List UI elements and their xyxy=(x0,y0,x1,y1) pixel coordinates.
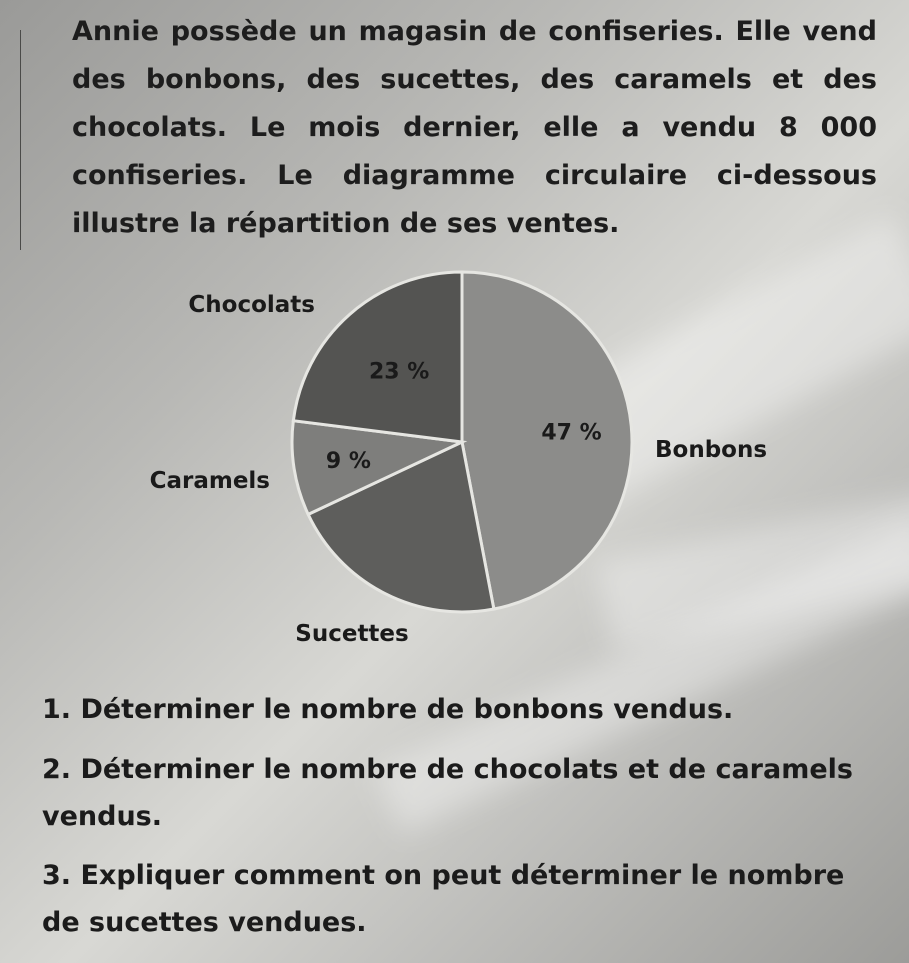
margin-line xyxy=(20,30,21,250)
question-3-text: Expliquer comment on peut déterminer le nombre de sucettes vendues. xyxy=(42,860,845,938)
question-2-number: 2. xyxy=(42,754,72,785)
question-3 xyxy=(42,852,882,946)
question-1-text: Déterminer le nombre de bonbons vendus. xyxy=(80,694,734,725)
category-label-bonbons: Bonbons xyxy=(655,437,768,463)
value-label-chocolats: 23 % xyxy=(369,359,430,385)
question-1-number: 1. xyxy=(42,694,72,725)
value-label-bonbons: 47 % xyxy=(541,420,602,446)
category-label-sucettes: Sucettes xyxy=(295,621,409,647)
question-3-number: 3. xyxy=(42,860,72,891)
problem-statement: Annie possède un magasin de confiseries. Elle vend des bonbons, des sucettes, des caramels et des chocolats. Le mois dernier, elle a vendu 8 000 confiseries. Le diagramme circulaire ci-dessous illustre la répartition de ses ventes. xyxy=(72,16,877,239)
pie-chart xyxy=(0,260,909,660)
category-label-caramels: Caramels xyxy=(149,468,270,494)
question-2 xyxy=(42,746,882,840)
category-label-chocolats: Chocolats xyxy=(188,292,315,318)
question-1 xyxy=(42,686,882,733)
pie-slice-chocolats xyxy=(293,272,462,442)
value-label-caramels: 9 % xyxy=(325,448,371,474)
question-2-text: Déterminer le nombre de chocolats et de caramels vendus. xyxy=(42,754,853,832)
